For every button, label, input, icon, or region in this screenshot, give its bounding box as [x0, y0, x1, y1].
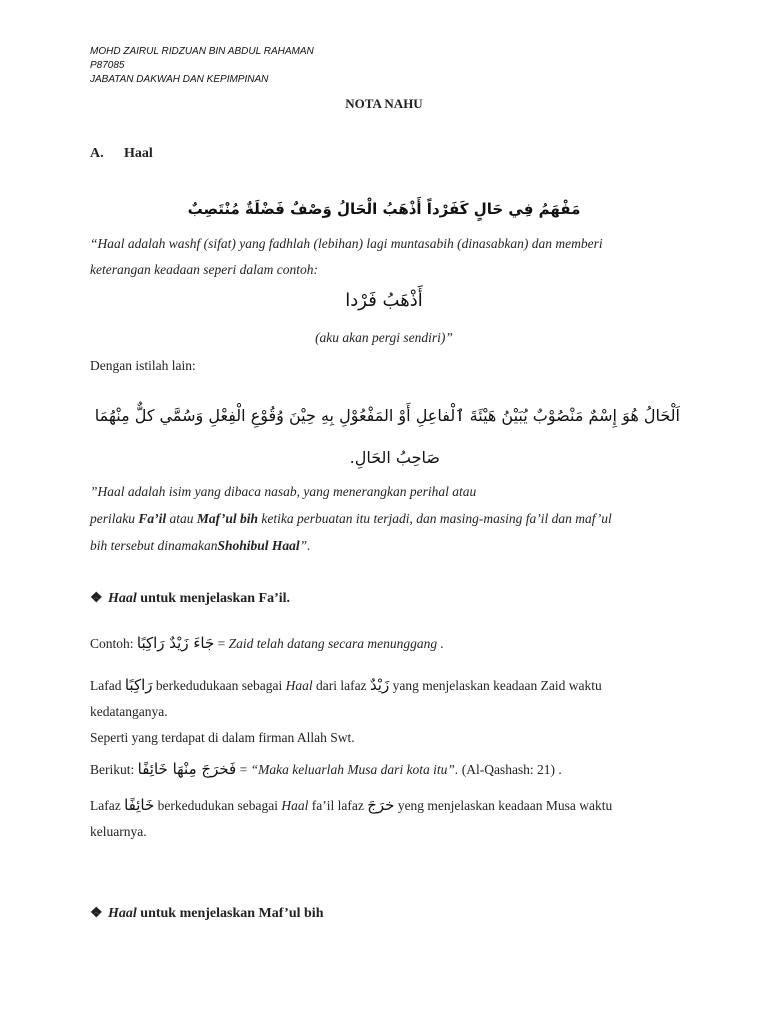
term-haal: Haal [285, 678, 313, 693]
seperti-line: Seperti yang terdapat di dalam firman Allah Swt. [90, 730, 355, 745]
bullet-text: untuk menjelaskan Maf’ul bih [136, 906, 324, 921]
lafaz-line-2: keluarnya. [90, 824, 147, 839]
equals-sign: = [214, 636, 229, 651]
arabic-word-kharaja: خرَجَ [367, 796, 395, 814]
lafad-line-1 [90, 676, 602, 694]
example-translation: (aku akan pergi sendiri)” [315, 330, 453, 345]
berikut-line [90, 760, 562, 778]
lafaz-text: fa’il lafaz [308, 798, 368, 813]
bullet-heading-maful-bih [90, 905, 323, 922]
definition2-text: bih tersebut dinamakan [90, 538, 218, 553]
definition2-text: ketika perbuatan itu terjadi, dan masing-masing fa’il dan maf’ul [258, 511, 612, 526]
term-haal: Haal [281, 798, 309, 813]
student-id: P87085 [90, 60, 125, 71]
page-title: NOTA NAHU [345, 96, 423, 111]
lafaz-text: Lafaz [90, 798, 125, 813]
department-name: JABATAN DAKWAH DAN KEPIMPINAN [90, 74, 269, 85]
author-name: MOHD ZAIRUL RIDZUAN BIN ABDUL RAHAMAN [90, 46, 314, 57]
arabic-word-khaifan: خَائِفًا [124, 796, 155, 814]
definition2-line-3 [90, 538, 311, 554]
diamond-bullet-icon: ❖ [90, 906, 103, 921]
istilah-label: Dengan istilah lain: [90, 358, 196, 373]
contoh-line [90, 634, 444, 652]
definition2-text: ”. [299, 538, 311, 553]
lafaz-line-1 [90, 796, 612, 814]
bullet-heading-fail [90, 590, 290, 607]
definition2-line-2 [90, 511, 612, 527]
equals-sign: = [236, 762, 251, 777]
lafad-text: yang menjelaskan keadaan Zaid waktu [389, 678, 602, 693]
verse-reference: (Al-Qashash: 21) . [458, 762, 562, 777]
definition2-line-1: ”Haal adalah isim yang dibaca nasab, yang menerangkan perihal atau [90, 484, 477, 499]
bullet-text: untuk menjelaskan Fa’il. [136, 591, 291, 606]
arabic-definition-line-2: صَاحِبُ الحَالِ. [349, 448, 440, 467]
definition2-text: perilaku [90, 511, 139, 526]
contoh-arabic: جَاءَ زَيْدٌ رَاكِبًا [136, 634, 215, 652]
lafaz-text: berkedudukan sebagai [154, 798, 282, 813]
term-fail: Fa’il [138, 511, 167, 526]
definition-line-1: “Haal adalah washf (sifat) yang fadhlah (lebihan) lagi muntasabih (dinasabkan) dan memberi [90, 236, 603, 251]
lafad-text: berkedudukaan sebagai [152, 678, 286, 693]
bullet-term: Haal [108, 591, 137, 606]
contoh-label: Contoh: [90, 636, 134, 651]
example-arabic: أَذْهَبُ فَرْدا [345, 290, 423, 311]
diamond-bullet-icon: ❖ [90, 591, 103, 606]
berikut-label: Berikut: [90, 762, 135, 777]
term-shohibul-haal: Shohibul Haal [217, 538, 300, 553]
lafad-text: Lafad [90, 678, 125, 693]
lafad-text: dari lafaz [312, 678, 370, 693]
lafad-line-2: kedatanganya. [90, 704, 168, 719]
arabic-verse: مَفْهَمُ فِي حَالٍ كَفَرْداً أَذْهَبُ الْحَالُ وَصْفٌ فَضْلَةٌ مُنْتَصِبٌ [187, 200, 581, 218]
arabic-word-zaid: زَيْدٌ [369, 676, 390, 694]
arabic-word-rakiban: رَاكِبًا [124, 676, 153, 694]
section-heading: Haal [124, 146, 153, 161]
bullet-term: Haal [108, 906, 137, 921]
berikut-meaning: “Maka keluarlah Musa dari kota itu”. [250, 762, 459, 777]
lafaz-text: yeng menjelaskan keadaan Musa waktu [394, 798, 613, 813]
term-maful-bih: Maf’ul bih [196, 511, 259, 526]
section-letter: A. [90, 146, 104, 161]
contoh-meaning: Zaid telah datang secara menunggang . [228, 636, 444, 651]
berikut-arabic: فَخرَجَ مِنْهَا خَائِفًا [137, 760, 237, 778]
arabic-definition-line-1: اَلْحَالُ هُوَ إِسْمٌ مَنْصُوْبٌ يُبَيْنُ هَيْئَةَ ٱلْفاعِلِ أَوْ المَفْعُوْلِ بِهِ حِيْنَ وُقُوْعِ الْفِعْلِ وَسُمَّي كلٌّ مِنْهُمَا [94, 406, 680, 425]
definition2-text: atau [166, 511, 197, 526]
definition-line-2: keterangan keadaan seperi dalam contoh: [90, 262, 318, 277]
